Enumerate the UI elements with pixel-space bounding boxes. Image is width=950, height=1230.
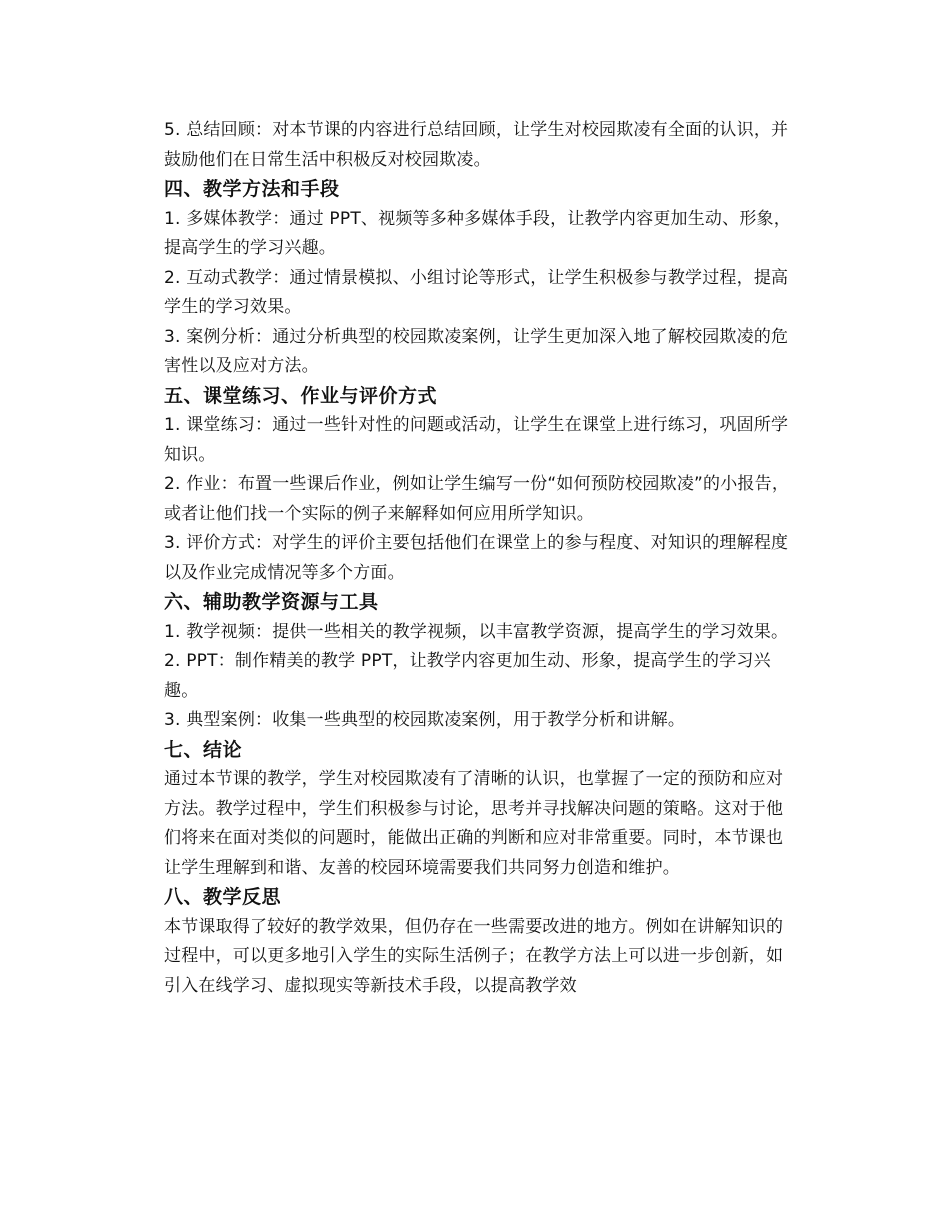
heading-teaching-methods: 四、教学方法和手段 bbox=[164, 178, 340, 200]
paragraph-evaluation-method: 3. 评价方式：对学生的评价主要包括他们在课堂上的参与程度、对知识的理解程度以及作业完成情况等多个方面。 bbox=[164, 533, 789, 583]
paragraph-teaching-video: 1. 教学视频：提供一些相关的教学视频，以丰富教学资源，提高学生的学习效果。 bbox=[164, 621, 789, 642]
paragraph-ppt: 2. PPT：制作精美的教学 PPT，让教学内容更加生动、形象，提高学生的学习兴趣。 bbox=[164, 651, 771, 701]
heading-practice-homework-evaluation: 五、课堂练习、作业与评价方式 bbox=[164, 384, 438, 407]
paragraph-classroom-practice: 1. 课堂练习：通过一些针对性的问题或活动，让学生在课堂上进行练习，巩固所学知识。 bbox=[164, 415, 789, 465]
paragraph-teaching-reflection: 本节课取得了较好的教学效果，但仍存在一些需要改进的地方。例如在讲解知识的过程中，可以更多地引入学生的实际生活例子；在教学方法上可以进一步创新，如引入在线学习、虚拟现实等新技术手段，以提高教学效 bbox=[164, 916, 784, 996]
paragraph-summary-review: 5. 总结回顾：对本节课的内容进行总结回顾，让学生对校园欺凌有全面的认识，并鼓励他们在日常生活中积极反对校园欺凌。 bbox=[164, 120, 789, 170]
heading-teaching-resources: 六、辅助教学资源与工具 bbox=[164, 591, 379, 613]
paragraph-conclusion: 通过本节课的教学，学生对校园欺凌有了清晰的认识，也掌握了一定的预防和应对方法。教学过程中，学生们积极参与讨论，思考并寻找解决问题的策略。这对于他们将来在面对类似的问题时，能做出正确的判断和应对非常重要。同时，本节课也让学生理解到和谐、友善的校园环境需要我们共同努力创造和维护。 bbox=[164, 769, 784, 878]
heading-teaching-reflection: 八、教学反思 bbox=[164, 886, 282, 908]
paragraph-multimedia-teaching: 1. 多媒体教学：通过 PPT、视频等多种多媒体手段，让教学内容更加生动、形象，提高学生的学习兴趣。 bbox=[164, 208, 791, 258]
document-page bbox=[164, 116, 794, 1001]
heading-conclusion: 七、结论 bbox=[164, 738, 243, 761]
paragraph-case-analysis: 3. 案例分析：通过分析典型的校园欺凌案例，让学生更加深入地了解校园欺凌的危害性以及应对方法。 bbox=[164, 326, 789, 376]
paragraph-interactive-teaching: 2. 互动式教学：通过情景模拟、小组讨论等形式，让学生积极参与教学过程，提高学生的学习效果。 bbox=[164, 267, 789, 317]
paragraph-typical-cases: 3. 典型案例：收集一些典型的校园欺凌案例，用于教学分析和讲解。 bbox=[164, 710, 686, 730]
paragraph-homework: 2. 作业：布置一些课后作业，例如让学生编写一份“如何预防校园欺凌”的小报告，或者让他们找一个实际的例子来解释如何应用所学知识。 bbox=[164, 474, 790, 524]
